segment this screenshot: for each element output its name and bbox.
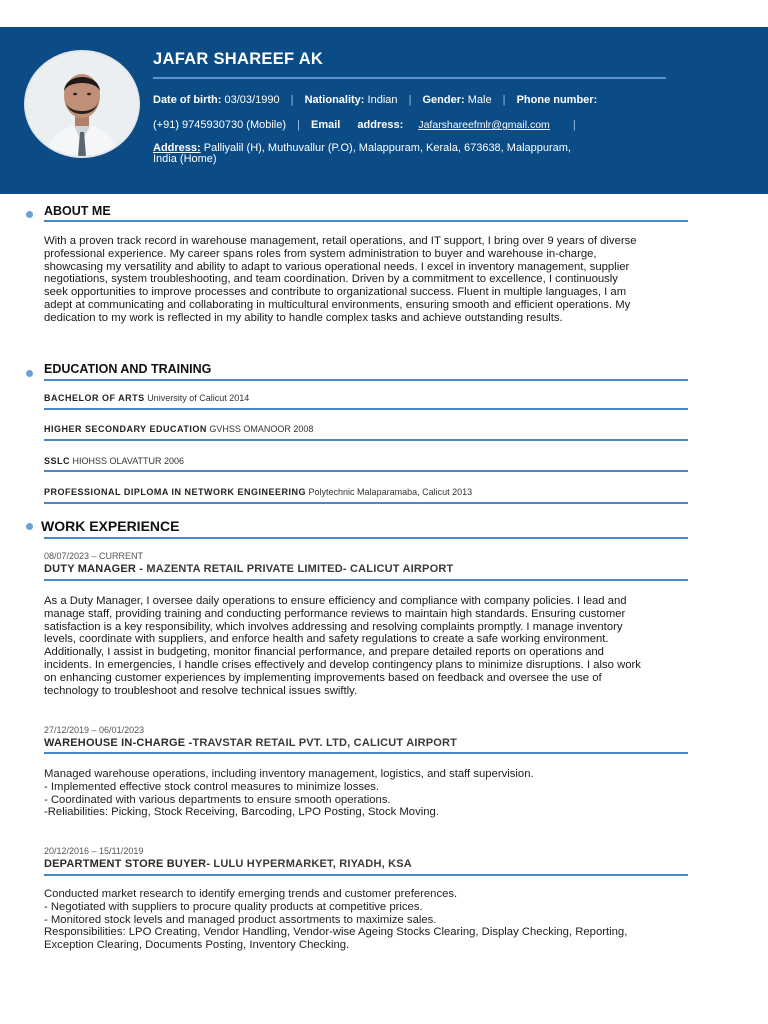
email-link[interactable]: Jafarshareefmlr@gmail.com xyxy=(418,119,550,131)
job-line: - Implemented effective stock control measures to minimize losses. xyxy=(44,780,380,793)
about-line: adept at communicating and collaborating in multicultural environments, ensuring smooth and efficient operations. My xyxy=(44,298,631,311)
job-line: on enhancing customer experiences by implementing improvements based on feedback and oversee the use of xyxy=(44,671,602,684)
personal-info-line-2 xyxy=(153,119,584,131)
job-line: Conducted market research to identify emerging trends and customer preferences. xyxy=(44,888,458,900)
phone-value: (+91) 9745930730 (Mobile) xyxy=(153,119,287,131)
institution: Polytechnic Malaparamaba, Calicut 2013 xyxy=(308,487,473,497)
job-role: DEPARTMENT STORE BUYER- xyxy=(44,858,211,870)
job-line: Additionally, I assist in budgeting, monitor financial performance, and prepare detailed reports on operations and xyxy=(44,646,604,659)
job-line: satisfaction is a key responsibility, which involves addressing and resolving complaints promptly. I manage inventory xyxy=(44,620,623,633)
address-value-line-2: India (Home) xyxy=(153,153,217,165)
nationality-label: Nationality: xyxy=(304,94,365,106)
education-title: EDUCATION AND TRAINING xyxy=(44,362,212,376)
education-item xyxy=(44,424,313,434)
address-block xyxy=(153,143,571,165)
education-item-divider xyxy=(44,408,688,410)
job-employer: LULU HYPERMARKET, RIYADH, KSA xyxy=(210,858,412,870)
job-divider xyxy=(44,874,688,876)
degree-name: PROFESSIONAL DIPLOMA IN NETWORK ENGINEERING xyxy=(44,487,307,497)
job-line: - Monitored stock levels and managed product assortments to maximize sales. xyxy=(44,913,437,926)
separator: | xyxy=(297,119,300,131)
gender-label: Gender: xyxy=(422,94,465,106)
job-description xyxy=(44,888,688,952)
degree-name: SSLC xyxy=(44,456,71,466)
job-divider xyxy=(44,752,688,754)
about-title: ABOUT ME xyxy=(44,204,111,218)
institution: HIOHSS OLAVATTUR 2006 xyxy=(72,456,185,466)
work-divider xyxy=(44,537,688,539)
job-line: - Negotiated with suppliers to procure quality products at competitive prices. xyxy=(44,900,423,913)
name-divider xyxy=(153,77,666,79)
job-employer: TRAVSTAR RETAIL PVT. LTD, CALICUT AIRPORT xyxy=(192,737,458,749)
about-divider xyxy=(44,220,688,222)
dob-value: 03/03/1990 xyxy=(224,94,280,106)
section-bullet xyxy=(26,523,33,530)
candidate-name: JAFAR SHAREEF AK xyxy=(153,50,324,68)
education-item xyxy=(44,393,249,403)
job-title xyxy=(44,858,412,870)
job-title xyxy=(44,737,457,749)
job-title xyxy=(44,563,453,575)
degree-name: BACHELOR OF ARTS xyxy=(44,393,145,403)
job-line: technology to troubleshoot and resolve technical issues swiftly. xyxy=(44,684,358,697)
education-item-divider xyxy=(44,470,688,472)
email-label: Email xyxy=(311,119,341,131)
job-description xyxy=(44,595,688,697)
job-line: Responsibilities: LPO Creating, Vendor Handling, Vendor-wise Ageing Stocks Clearing, Display Checking, Reporting, xyxy=(44,926,628,939)
degree-name: HIGHER SECONDARY EDUCATION xyxy=(44,424,207,434)
about-line: professional experience. My career spans roles from system administration to buyer and warehouse in-charge, xyxy=(44,247,597,260)
separator: | xyxy=(572,119,576,131)
job-line: incidents. In emergencies, I handle crises effectively and develop contingency plans to minimize disruptions. I also work xyxy=(44,658,641,671)
education-item xyxy=(44,487,472,497)
nationality-value: Indian xyxy=(367,94,398,106)
separator: | xyxy=(502,94,506,106)
job-line: Managed warehouse operations, including inventory management, logistics, and staff supervision. xyxy=(44,768,534,780)
separator: | xyxy=(290,94,294,106)
job-divider xyxy=(44,579,688,581)
education-divider xyxy=(44,379,688,381)
phone-label: Phone number: xyxy=(516,94,598,106)
job-role: DUTY MANAGER - xyxy=(44,563,144,575)
separator: | xyxy=(408,94,412,106)
address-label: Address: xyxy=(153,142,201,154)
institution: GVHSS OMANOOR 2008 xyxy=(209,424,314,434)
job-line: manage staff, providing training and conducting performance reviews to maintain high standards. Ensuring customer xyxy=(44,607,626,620)
job-dates: 27/12/2019 – 06/01/2023 xyxy=(44,725,145,735)
job-employer: MAZENTA RETAIL PRIVATE LIMITED- CALICUT AIRPORT xyxy=(143,563,454,575)
job-line: As a Duty Manager, I oversee daily operations to ensure efficiency and compliance with company policies. I lead and xyxy=(44,595,627,607)
education-item-divider xyxy=(44,439,688,441)
job-line: -Reliabilities: Picking, Stock Receiving, Barcoding, LPO Posting, Stock Moving. xyxy=(44,806,439,819)
header-banner xyxy=(0,27,768,194)
email-address-word: address: xyxy=(357,119,404,131)
education-item xyxy=(44,456,184,466)
institution: University of Calicut 2014 xyxy=(147,393,250,403)
about-line: seek opportunities to improve processes and contribute to organizational success. Fluent in multiple languages, I am xyxy=(44,286,627,299)
about-line: dedication to my work is reflected in my ability to handle complex tasks and achieve outstanding results. xyxy=(44,311,563,324)
gender-value: Male xyxy=(467,94,492,106)
section-bullet xyxy=(26,211,33,218)
job-dates: 20/12/2016 – 15/11/2019 xyxy=(44,846,144,856)
job-description xyxy=(44,768,688,819)
about-line: With a proven track record in warehouse management, retail operations, and IT support, I bring over 9 years of diverse xyxy=(44,235,637,247)
education-item-divider xyxy=(44,502,688,504)
job-line: levels, coordinate with suppliers, and enforce health and safety regulations to create a safe working environment. xyxy=(44,633,609,646)
section-bullet xyxy=(26,370,33,377)
dob-label: Date of birth: xyxy=(153,94,222,106)
address-value: Palliyalil (H), Muthuvallur (P.O), Malappuram, Kerala, 673638, Malappuram, xyxy=(203,142,571,154)
job-role: WAREHOUSE IN-CHARGE - xyxy=(44,737,193,749)
job-line: Exception Clearing, Documents Posting, Inventory Checking. xyxy=(44,939,350,952)
personal-info-line-1 xyxy=(153,94,597,106)
job-line: - Coordinated with various departments to ensure smooth operations. xyxy=(44,793,391,806)
person-avatar-icon xyxy=(26,52,138,156)
job-dates: 08/07/2023 – CURRENT xyxy=(44,551,144,561)
profile-photo xyxy=(24,50,140,158)
about-line: negotiations, system troubleshooting, and team coordination. Driven by a commitment to excellence, I continuously xyxy=(44,273,618,286)
about-line: showcasing my versatility and ability to adapt to various operational needs. I excel in inventory management, supplier xyxy=(44,260,630,273)
work-title: WORK EXPERIENCE xyxy=(41,518,180,534)
about-paragraph xyxy=(44,235,688,325)
